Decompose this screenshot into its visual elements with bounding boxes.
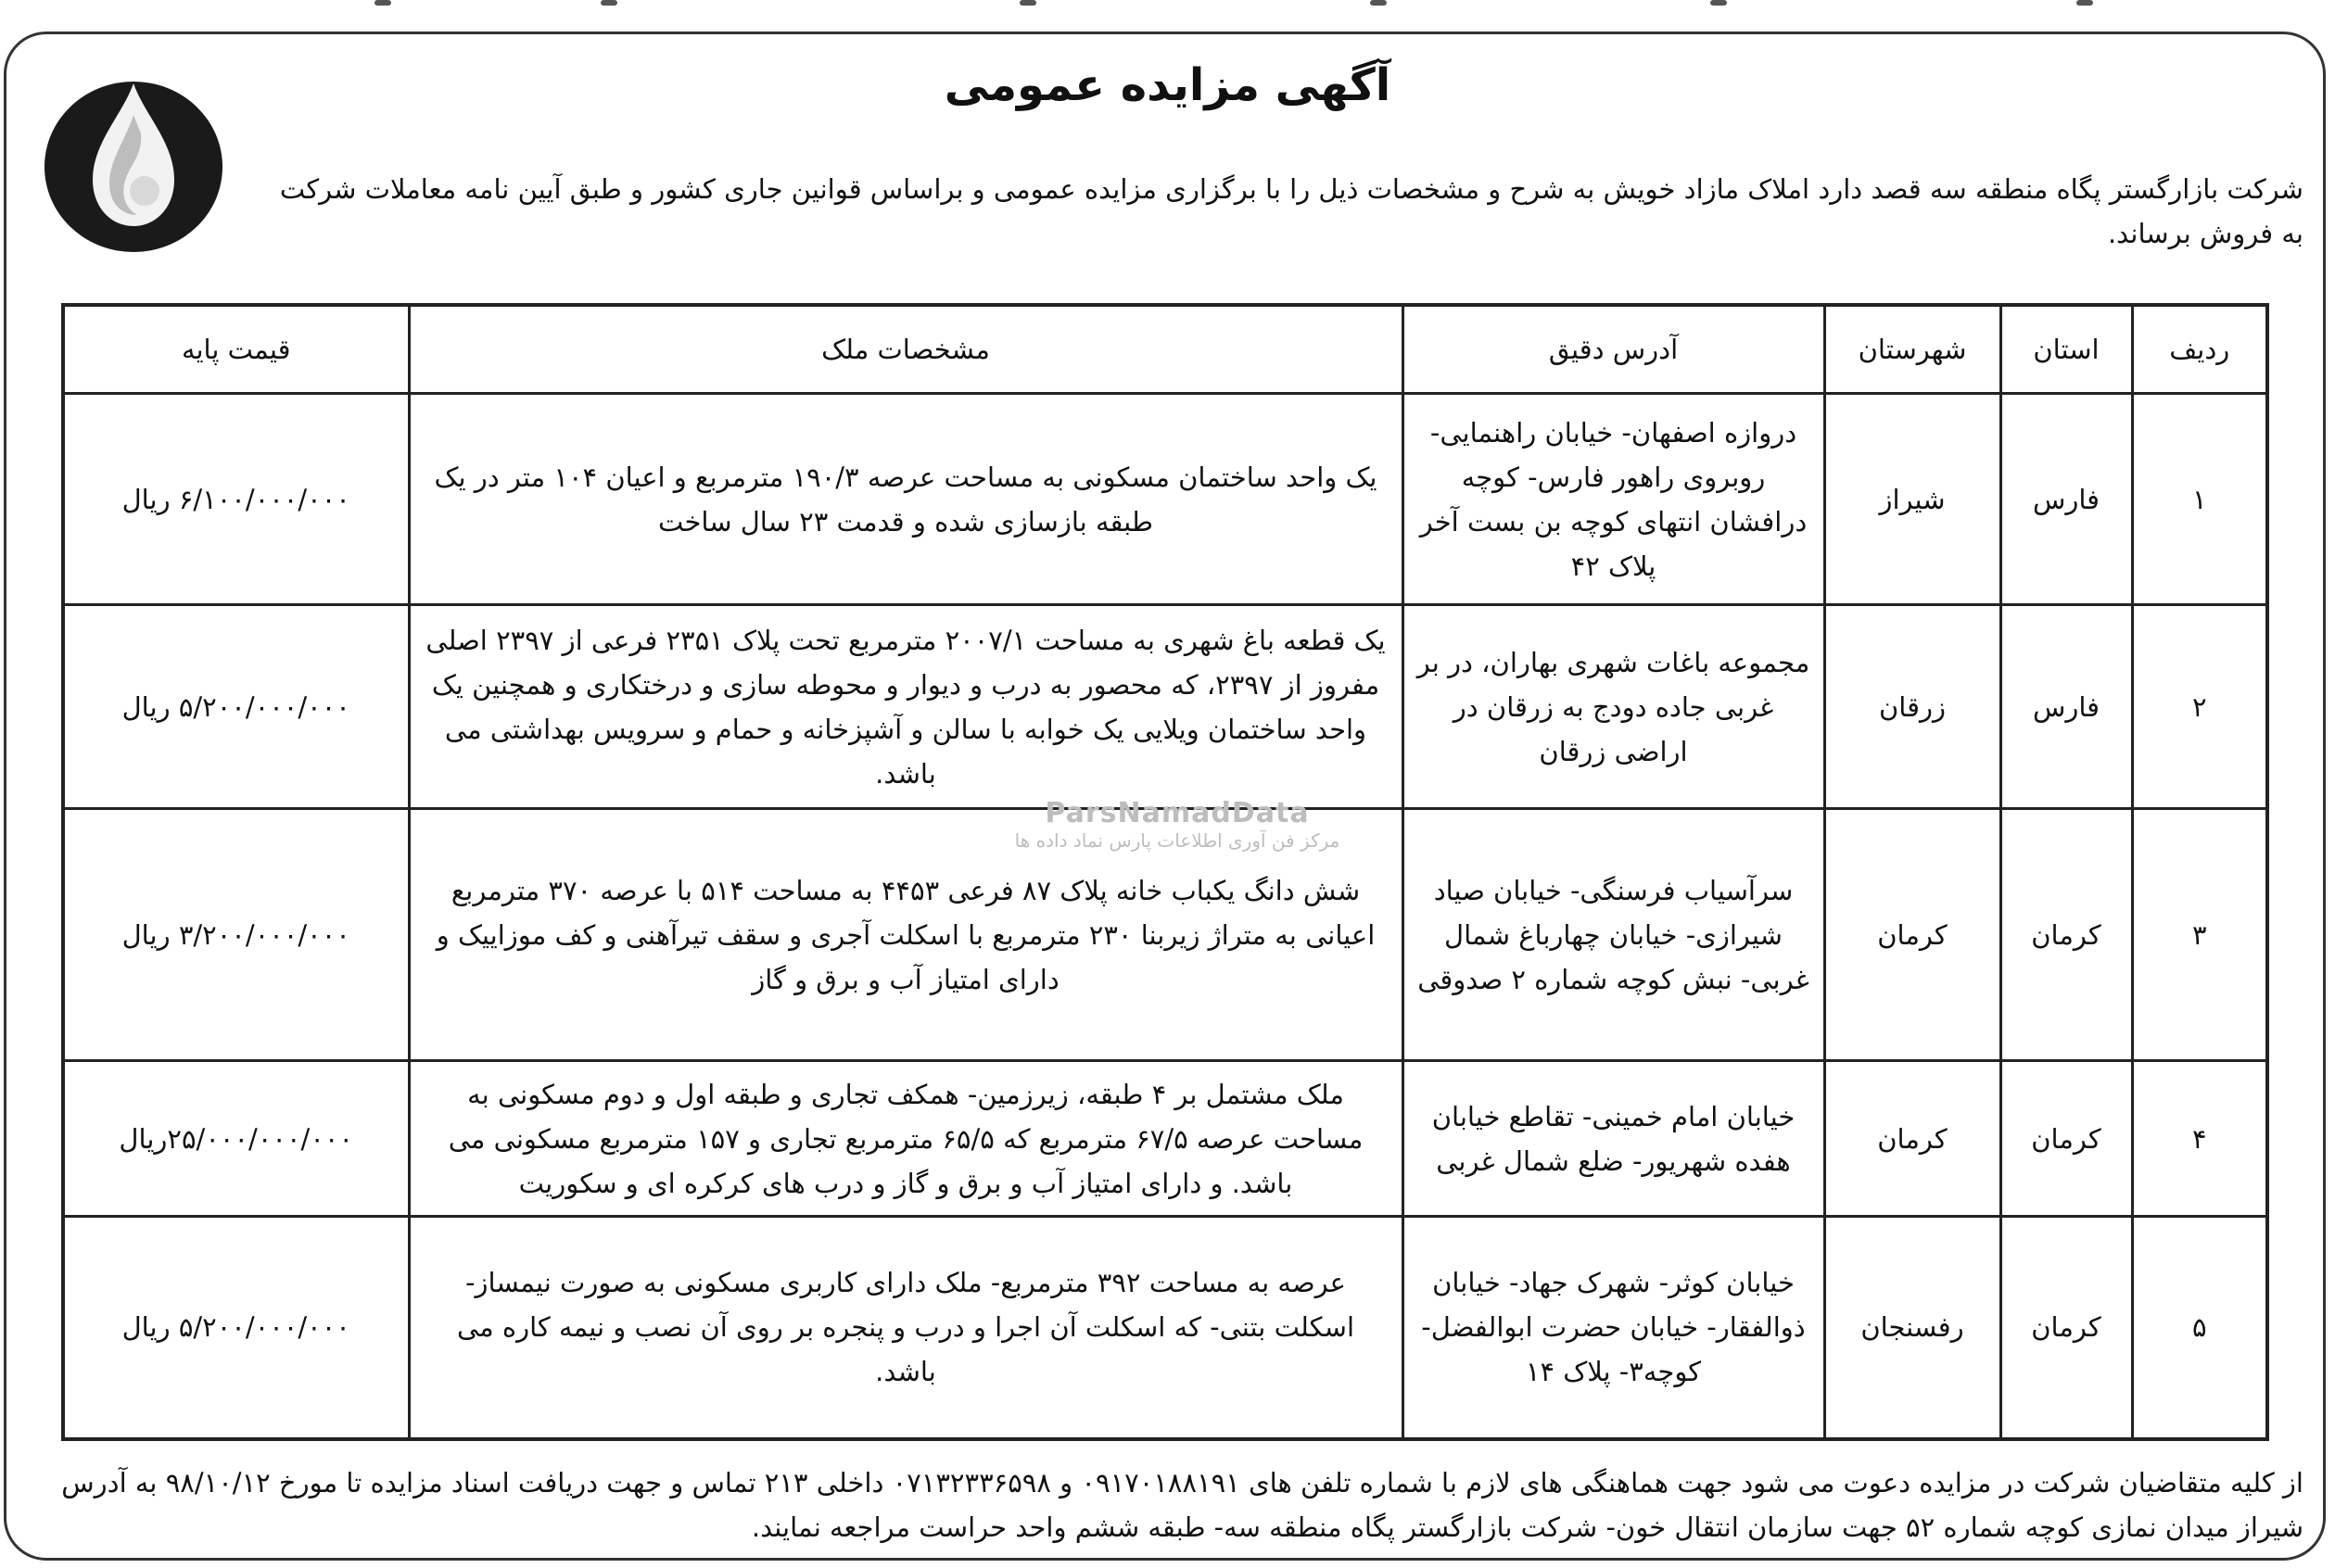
header-price: قیمت پایه [63, 305, 409, 394]
header-city: شهرستان [1824, 305, 2000, 394]
cell-city: رفسنجان [1824, 1217, 2000, 1439]
cell-province: کرمان [2000, 1061, 2132, 1217]
top-edge-marks [0, 0, 2335, 9]
cell-row-number: ۳ [2132, 809, 2267, 1061]
table-row [63, 1061, 2267, 1217]
page-title: آگهی مزایده عمومی [944, 59, 1391, 111]
cell-city: شیراز [1824, 394, 2000, 605]
cell-address: دروازه اصفهان- خیابان راهنمایی- روبروی راهور فارس- کوچه درافشان انتهای کوچه بن بست آخر پلاک ۴۲ [1402, 394, 1824, 605]
header-row-number: ردیف [2132, 305, 2267, 394]
watermark-subtitle: مرکز فن آوری اطلاعات پارس نماد داده ها [1014, 829, 1340, 852]
cell-row-number: ۴ [2132, 1061, 2267, 1217]
cell-province: کرمان [2000, 809, 2132, 1061]
cell-row-number: ۵ [2132, 1217, 2267, 1439]
cell-price: ۵/۲۰۰/۰۰۰/۰۰۰ ریال [63, 605, 409, 809]
header-address: آدرس دقیق [1402, 305, 1824, 394]
cell-address: سرآسیاب فرسنگی- خیابان صیاد شیرازی- خیابان چهارباغ شمال غربی- نبش کوچه شماره ۲ صدوقی [1402, 809, 1824, 1061]
table-row [63, 1217, 2267, 1439]
table-header-row [63, 305, 2267, 394]
cell-province: فارس [2000, 394, 2132, 605]
cell-province: کرمان [2000, 1217, 2132, 1439]
auction-table [61, 303, 2269, 1441]
cell-price: ۶/۱۰۰/۰۰۰/۰۰۰ ریال [63, 394, 409, 605]
table-row [63, 394, 2267, 605]
cell-province: فارس [2000, 605, 2132, 809]
cell-address: خیابان کوثر- شهرک جهاد- خیابان ذوالفقار- خیابان حضرت ابوالفضل- کوچه۳- پلاک ۱۴ [1402, 1217, 1824, 1439]
cell-price: ۲۵/۰۰۰/۰۰۰/۰۰۰ریال [63, 1061, 409, 1217]
watermark [1010, 797, 1344, 852]
header-spec: مشخصات ملک [409, 305, 1402, 394]
cell-city: زرقان [1824, 605, 2000, 809]
cell-address: مجموعه باغات شهری بهاران، در بر غربی جاده دودج به زرقان در اراضی زرقان [1402, 605, 1824, 809]
intro-paragraph: شرکت بازارگستر پگاه منطقه سه قصد دارد املاک مازاد خویش به شرح و مشخصات ذیل را با برگزاری مزایده عمومی و براساس قوانین جاری کشور و طبق آیین نامه معاملات شرکت به فروش برساند. [279, 173, 2303, 249]
cell-price: ۵/۲۰۰/۰۰۰/۰۰۰ ریال [63, 1217, 409, 1439]
cell-spec: عرصه به مساحت ۳۹۲ مترمربع- ملک دارای کاربری مسکونی به صورت نیمساز- اسکلت بتنی- که اسکلت آن اجرا و درب و پنجره بر روی آن نصب و نیمه کاره می باشد. [409, 1217, 1402, 1439]
cell-city: کرمان [1824, 809, 2000, 1061]
cell-row-number: ۲ [2132, 605, 2267, 809]
cell-row-number: ۱ [2132, 394, 2267, 605]
cell-spec: یک قطعه باغ شهری به مساحت ۲۰۰۷/۱ مترمربع تحت پلاک ۲۳۵۱ فرعی از ۲۳۹۷ اصلی مفروز از ۲۳۹۷، که محصور به درب و دیوار و محوطه سازی و درختکاری و همچنین یک واحد ساختمان ویلایی یک خوابه با سالن و آشپزخانه و حمام و سرویس بهداشتی می باشد. [409, 605, 1402, 809]
cell-spec: شش دانگ یکباب خانه پلاک ۸۷ فرعی ۴۴۵۳ به مساحت ۵۱۴ با عرصه ۳۷۰ مترمربع اعیانی به متراژ زیربنا ۲۳۰ مترمربع با اسکلت آجری و سقف تیرآهنی و کف موزاییک و دارای امتیاز آب و برق و گاز [409, 809, 1402, 1061]
cell-address: خیابان امام خمینی- تقاطع خیابان هفده شهریور- ضلع شمال غربی [1402, 1061, 1824, 1217]
cell-spec: ملک مشتمل بر ۴ طبقه، زیرزمین- همکف تجاری و طبقه اول و دوم مسکونی به مساحت عرصه ۶۷/۵ مترمربع که ۶۵/۵ مترمربع تجاری و ۱۵۷ مترمربع مسکونی می باشد. و دارای امتیاز آب و برق و گاز و درب های کرکره ای و سکوریت [409, 1061, 1402, 1217]
cell-spec: یک واحد ساختمان مسکونی به مساحت عرصه ۱۹۰/۳ مترمربع و اعیان ۱۰۴ متر در یک طبقه بازسازی شده و قدمت ۲۳ سال ساخت [409, 394, 1402, 605]
watermark-brand: ParsNamadData [1045, 797, 1310, 829]
header-province: استان [2000, 305, 2132, 394]
cell-price: ۳/۲۰۰/۰۰۰/۰۰۰ ریال [63, 809, 409, 1061]
table-row [63, 605, 2267, 809]
footer-paragraph: از کلیه متقاضیان شرکت در مزایده دعوت می شود جهت هماهنگی های لازم با شماره تلفن های ۰۹۱۷۰۱۸۸۱۹۱ و ۰۷۱۳۲۳۳۶۵۹۸ داخلی ۲۱۳ تماس و جهت دریافت اسناد مزایده تا مورخ ۹۸/۱۰/۱۲ به آدرس شیراز میدان نمازی کوچه شماره ۵۲ جهت سازمان انتقال خون- شرکت بازارگستر پگاه منطقه سه- طبقه ششم واحد حراست مراجعه نمایند. [61, 1467, 2303, 1543]
cell-city: کرمان [1824, 1061, 2000, 1217]
